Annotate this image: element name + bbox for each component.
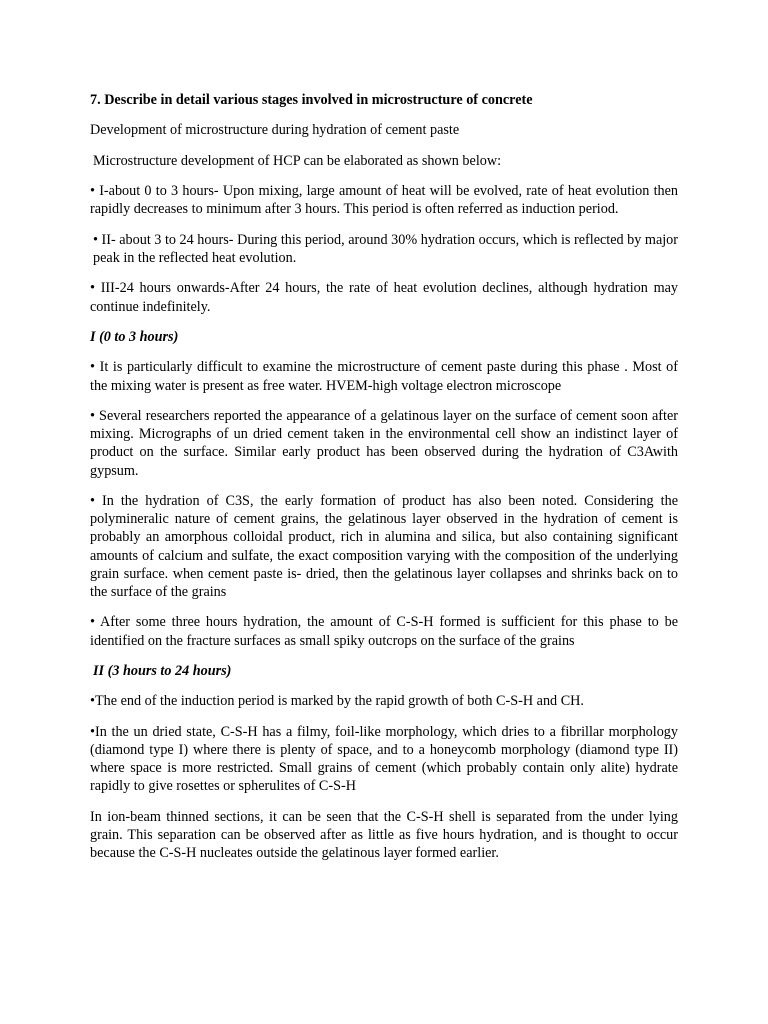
intro-text: Development of microstructure during hydration of cement paste	[90, 122, 460, 139]
question-heading: 7. Describe in detail various stages involved in microstructure of concrete	[90, 92, 533, 108]
stage-1-bullet: • I-about 0 to 3 hours- Upon mixing, large amount of heat will be evolved, rate of heat evolution then rapidly decreases to minimum after 3 hours. This period is often referred as induction period.	[90, 183, 678, 218]
stage-2-bullet: • II- about 3 to 24 hours- During this period, around 30% hydration occurs, which is reflected by major peak in the reflected heat evolution.	[93, 231, 678, 266]
section-1-paragraph: • After some three hours hydration, the amount of C-S-H formed is sufficient for this phase to be identified on the fracture surfaces as small spiky outcrops on the surface of the grains	[90, 614, 678, 649]
section-2-paragraph: •In the un dried state, C-S-H has a filmy, foil-like morphology, which dries to a fibrillar morphology (diamond type I) where there is plenty of space, and to a honeycomb morphology (diamond type II) where space is more restricted. Small grains of cement (which probably contain only alite) hydrate rapidly to give rosettes or spherulites of C-S-H	[90, 723, 678, 795]
section-1-paragraph: • In the hydration of C3S, the early formation of product has also been noted. Considering the polymineralic nature of cement grains, the gelatinous layer observed in the hydration of cement is probably an amorphous colloidal product, rich in alumina and silica, but also containing significant amounts of calcium and sulfate, the exact composition varying with the composition of the underlying grain surface. when cement paste is- dried, then the gelatinous layer collapses and shrinks back on to the surface of the grains	[90, 492, 678, 600]
document-page	[90, 91, 678, 875]
section-1-title: I (0 to 3 hours)	[90, 328, 179, 345]
section-2-paragraph: •The end of the induction period is marked by the rapid growth of both C-S-H and CH.	[90, 693, 584, 710]
section-2-title: II (3 hours to 24 hours)	[93, 662, 232, 679]
stage-3-bullet: • III-24 hours onwards-After 24 hours, the rate of heat evolution declines, although hydration may continue indefinitely.	[90, 280, 678, 315]
section-1-paragraph: • It is particularly difficult to examine the microstructure of cement paste during this phase . Most of the mixing water is present as free water. HVEM-high voltage electron microscope	[90, 359, 678, 394]
section-2-paragraph: In ion-beam thinned sections, it can be seen that the C-S-H shell is separated from the under lying grain. This separation can be observed after as little as five hours hydration, and is thought to occur because the C-S-H nucleates outside the gelatinous layer formed earlier.	[90, 808, 678, 862]
section-1-paragraph: • Several researchers reported the appearance of a gelatinous layer on the surface of cement soon after mixing. Micrographs of un dried cement taken in the environmental cell show an indistinct layer of product on the surface. Similar early product has been observed during the hydration of C3Awith gypsum.	[90, 407, 678, 479]
lead-text: Microstructure development of HCP can be elaborated as shown below:	[93, 152, 502, 169]
